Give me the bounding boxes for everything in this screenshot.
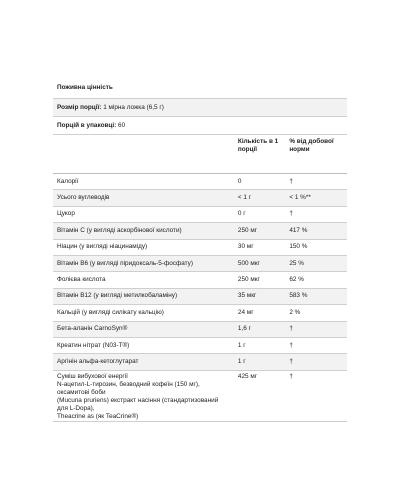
nutrition-panel: [53, 78, 347, 422]
panel-title: Поживна цінність: [53, 78, 347, 99]
serving-size-label: Розмір порції:: [57, 103, 102, 111]
nutrient-name: Бета-аланін CarnoSyn®: [53, 321, 234, 337]
nutrient-name: Аргінін альфа-кетоглутарат: [53, 354, 234, 370]
nutrient-row: [53, 288, 347, 304]
nutrient-row: [53, 174, 347, 190]
nutrient-daily-value: †: [285, 321, 347, 337]
nutrient-daily-value: †: [285, 206, 347, 222]
nutrient-name: Вітамін B12 (у вигляді метилкобаламіну): [53, 288, 234, 304]
nutrient-amount: < 1 г: [234, 190, 285, 206]
nutrient-daily-value: †: [285, 370, 347, 421]
nutrient-amount: 425 мг: [234, 370, 285, 421]
nutrient-daily-value: 2 %: [285, 305, 347, 321]
nutrient-name: Калорії: [53, 174, 234, 190]
nutrient-amount: 24 мг: [234, 305, 285, 321]
nutrient-name: Вітамін B6 (у вигляді піридоксаль-5-фосфату): [53, 255, 234, 271]
nutrient-daily-value: †: [285, 174, 347, 190]
nutrient-row: [53, 321, 347, 337]
nutrition-table: [53, 78, 347, 422]
nutrient-daily-value: 62 %: [285, 272, 347, 288]
nutrient-name: Суміш вибухової енергії N-ацетил-L-тирозин, безводний кофеїн (150 мг), оксамитові боби (Mucuna pruriens) екстракт насіння (стандартизований для L-Dopa), Theacrine as (як TeaCrine®): [53, 370, 234, 421]
header-daily-value: % від добової норми: [285, 135, 347, 174]
nutrient-amount: 0: [234, 174, 285, 190]
nutrient-daily-value: 417 %: [285, 223, 347, 239]
nutrient-amount: 250 мкг: [234, 272, 285, 288]
nutrient-amount: 250 мг: [234, 223, 285, 239]
nutrient-row: [53, 239, 347, 255]
serving-size-value: 1 мірна ложка (6,5 г): [101, 103, 164, 111]
nutrient-name: Вітамін C (у вигляді аскорбінової кислоти): [53, 223, 234, 239]
nutrient-amount: 1 г: [234, 337, 285, 353]
nutrient-daily-value: †: [285, 354, 347, 370]
nutrient-name: Кальцій (у вигляді силікату кальцію): [53, 305, 234, 321]
nutrient-row: [53, 370, 347, 421]
nutrient-name: Креатин нітрат (N03-T®): [53, 337, 234, 353]
nutrient-name: Фолієва кислота: [53, 272, 234, 288]
nutrient-row: [53, 305, 347, 321]
nutrient-amount: 30 мг: [234, 239, 285, 255]
nutrient-row: [53, 354, 347, 370]
servings-per-container-row: [53, 117, 347, 135]
servings-value: 60: [116, 121, 126, 129]
nutrient-daily-value: 583 %: [285, 288, 347, 304]
nutrient-amount: 35 мкг: [234, 288, 285, 304]
nutrient-name: Ніацин (у вигляді ніацинаміду): [53, 239, 234, 255]
nutrient-name: Цукор: [53, 206, 234, 222]
panel-title-row: [53, 78, 347, 99]
nutrient-daily-value: 150 %: [285, 239, 347, 255]
serving-size-row: [53, 99, 347, 117]
nutrient-row: [53, 190, 347, 206]
header-amount: Кількість в 1 порції: [234, 135, 285, 174]
nutrient-amount: 1 г: [234, 354, 285, 370]
nutrient-amount: 0 г: [234, 206, 285, 222]
nutrient-row: [53, 272, 347, 288]
nutrient-row: [53, 206, 347, 222]
servings-label: Порцій в упаковці:: [57, 121, 117, 129]
nutrient-name: Усього вуглеводів: [53, 190, 234, 206]
nutrient-amount: 1,6 г: [234, 321, 285, 337]
nutrient-row: [53, 255, 347, 271]
nutrient-daily-value: †: [285, 337, 347, 353]
header-blank: [53, 135, 234, 174]
nutrient-daily-value: < 1 %**: [285, 190, 347, 206]
nutrient-amount: 500 мкг: [234, 255, 285, 271]
nutrient-row: [53, 223, 347, 239]
nutrient-row: [53, 337, 347, 353]
column-header-row: [53, 135, 347, 174]
nutrient-daily-value: 25 %: [285, 255, 347, 271]
